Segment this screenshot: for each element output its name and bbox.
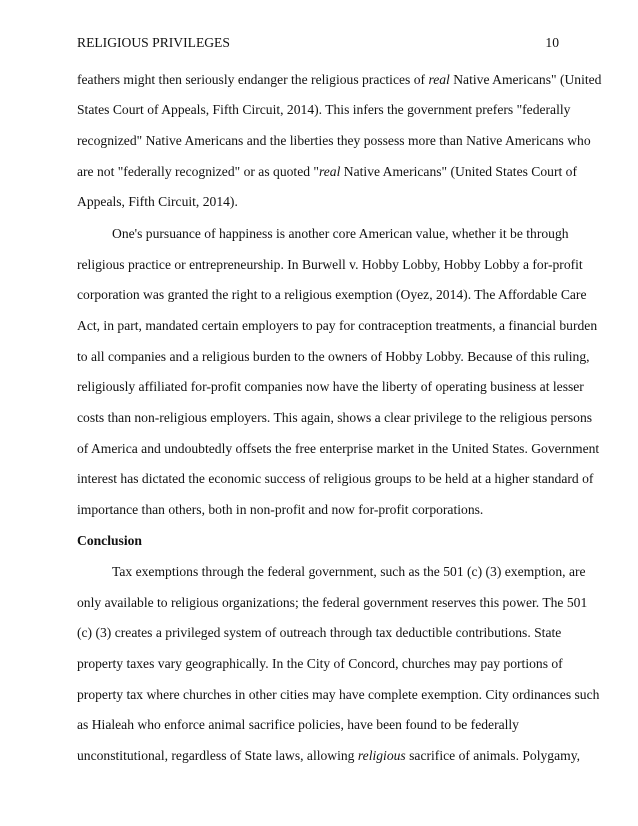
page-number: 10 xyxy=(545,35,559,50)
body-line: corporation was granted the right to a religious exemption (Oyez, 2014). The Affordable Care xyxy=(77,287,587,302)
body-line: only available to religious organizations; the federal government reserves this power. The 501 xyxy=(77,595,588,610)
body-line: States Court of Appeals, Fifth Circuit, 2014). This infers the government prefers "federally xyxy=(77,102,571,117)
body-line: property tax where churches in other cities may have complete exemption. City ordinances such xyxy=(77,687,600,702)
body-line: of America and undoubtedly offsets the free enterprise market in the United States. Government xyxy=(77,441,600,456)
body-line: Act, in part, mandated certain employers to pay for contraception treatments, a financial burden xyxy=(77,318,598,333)
body-line: unconstitutional, regardless of State laws, allowing religious sacrifice of animals. Polygamy, xyxy=(77,748,581,763)
body-line: importance than others, both in non-profit and now for-profit corporations. xyxy=(77,502,484,517)
body-line: Appeals, Fifth Circuit, 2014). xyxy=(77,194,238,209)
body-line: property taxes vary geographically. In the City of Concord, churches may pay portions of xyxy=(77,656,563,671)
body-line: religious practice or entrepreneurship. In Burwell v. Hobby Lobby, Hobby Lobby a for-profit xyxy=(77,257,583,272)
section-heading: Conclusion xyxy=(77,533,142,548)
body-line: costs than non-religious employers. This again, shows a clear privilege to the religious persons xyxy=(77,410,593,425)
body-line: feathers might then seriously endanger the religious practices of real Native Americans" (United xyxy=(77,72,602,87)
body-line: One's pursuance of happiness is another core American value, whether it be through xyxy=(112,226,569,241)
body-line: as Hialeah who enforce animal sacrifice policies, have been found to be federally xyxy=(77,717,519,732)
running-head: RELIGIOUS PRIVILEGES xyxy=(77,35,230,50)
page-header xyxy=(77,35,559,55)
body-line: interest has dictated the economic success of religious groups to be held at a higher standard of xyxy=(77,471,594,486)
body-line: Tax exemptions through the federal government, such as the 501 (c) (3) exemption, are xyxy=(112,564,586,579)
body-line: are not "federally recognized" or as quoted "real Native Americans" (United States Court of xyxy=(77,164,577,179)
body-line: recognized" Native Americans and the liberties they possess more than Native Americans who xyxy=(77,133,591,148)
body-line: religiously affiliated for-profit companies now have the liberty of operating business at lesser xyxy=(77,379,584,394)
body-line: (c) (3) creates a privileged system of outreach through tax deductible contributions. State xyxy=(77,625,562,640)
body-line: to all companies and a religious burden to the owners of Hobby Lobby. Because of this ruling, xyxy=(77,349,590,364)
